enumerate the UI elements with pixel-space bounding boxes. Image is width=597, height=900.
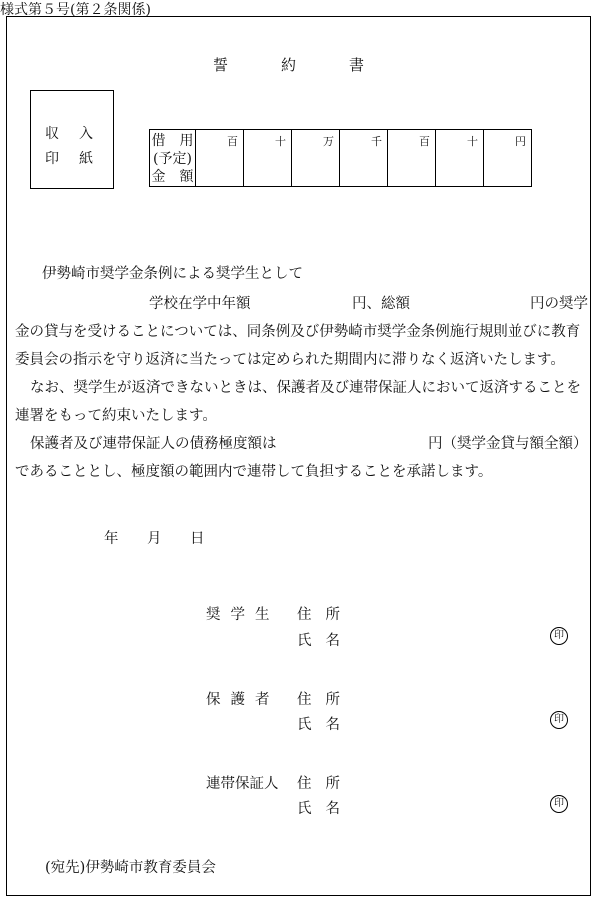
digit-unit: 百: [419, 135, 430, 148]
body-line-1: 伊勢崎市奨学金条例による奨学生として: [42, 266, 303, 282]
signer-role-guardian: 保護者: [206, 692, 280, 708]
digit-cell-ten-million[interactable]: [244, 130, 292, 187]
signer-address-label: 住所: [297, 607, 354, 623]
digit-cell-thousand[interactable]: [340, 130, 388, 187]
amount-label: [150, 130, 196, 187]
date-month: 月: [147, 531, 162, 547]
seal-mark: 印: [550, 711, 568, 729]
digit-unit: 十: [275, 135, 286, 148]
digit-cell-hundred[interactable]: [388, 130, 436, 187]
digit-unit: 万: [323, 135, 334, 148]
body-line-5: なお、奨学生が返済できないときは、保護者及び連帯保証人において返済することを: [30, 380, 581, 396]
date-day: 日: [190, 531, 205, 547]
digit-unit: 百: [227, 135, 238, 148]
body-line-2a: 学校在学中年額: [149, 296, 251, 312]
signer-address-label: 住所: [297, 692, 354, 708]
signer-name-label: 氏名: [297, 633, 354, 649]
seal-mark: 印: [550, 627, 568, 645]
addressee: (宛先)伊勢崎市教育委員会: [45, 860, 216, 876]
digit-unit: 円: [515, 135, 526, 148]
document-title: 誓約書: [213, 56, 418, 74]
digit-cell-ten-thousand[interactable]: [292, 130, 340, 187]
digit-cell-ten[interactable]: [436, 130, 484, 187]
body-line-6: 連署をもって約束いたします。: [15, 408, 217, 424]
amount-label-line-2: (予定): [153, 151, 192, 167]
seal-mark: 印: [550, 795, 568, 813]
revenue-stamp-box: [30, 90, 114, 189]
form-number: 様式第５号(第２条関係): [0, 2, 151, 18]
body-line-4: 委員会の指示を守り返済に当たっては定められた期間内に滞りなく返済いたします。: [15, 352, 565, 368]
signer-address-label: 住所: [297, 776, 354, 792]
digit-unit: 千: [371, 135, 382, 148]
revenue-stamp-label-1: 収入: [45, 126, 113, 142]
signer-role-guarantor: 連帯保証人: [206, 776, 279, 792]
amount-label-line-1: 借 用: [151, 133, 194, 149]
body-line-7a: 保護者及び連帯保証人の債務極度額は: [30, 436, 277, 452]
amount-table: [149, 129, 532, 187]
digit-cell-yen[interactable]: [484, 130, 532, 187]
body-line-3: 金の貸与を受けることについては、同条例及び伊勢崎市奨学金条例施行規則並びに教育: [15, 324, 581, 340]
body-line-2b: 円、総額: [352, 296, 410, 312]
body-line-7b: 円（奨学金貸与額全額）: [428, 436, 588, 452]
body-line-8: であることとし、極度額の範囲内で連帯して負担することを承諾します。: [15, 464, 493, 480]
digit-unit: 十: [467, 135, 478, 148]
amount-label-line-3: 金 額: [151, 169, 194, 185]
signer-role-student: 奨学生: [206, 607, 280, 623]
date-year: 年: [104, 531, 119, 547]
signer-name-label: 氏名: [297, 717, 354, 733]
signer-name-label: 氏名: [297, 801, 354, 817]
revenue-stamp-label-2: 印紙: [45, 151, 113, 167]
digit-cell-hundred-million[interactable]: [196, 130, 244, 187]
body-line-2c: 円の奨学: [530, 296, 588, 312]
